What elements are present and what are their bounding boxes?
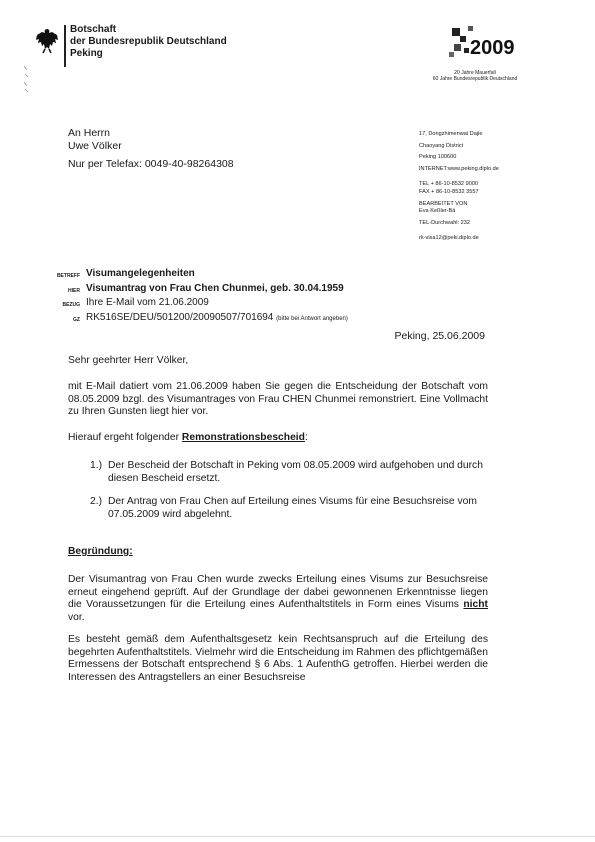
gz-value: RK516SE/DEU/501200/20090507/701694 <box>86 311 274 323</box>
p2-suffix: : <box>304 432 308 443</box>
list-item <box>90 460 490 485</box>
p3-bold: nicht <box>463 599 488 610</box>
betreff-label: BETREFF <box>56 273 80 279</box>
recipient-address <box>68 127 122 153</box>
anniversary-caption <box>420 70 530 82</box>
sender-address1: 17, Dongzhimenwai Dajie <box>419 131 483 137</box>
embassy-line1: Botschaft <box>70 24 117 35</box>
p3-text-a: Der Visumantrag von Frau Chen wurde zwecks Erteilung eines Visums zur Besuchsreise erneut eingehend geprüft. Auf der Grundlage der dabei gewonnenen Erkenntnisse liegen die Voraussetzungen für die Erteilung eines Aufenthaltstitels in Form eines Visums <box>68 574 488 610</box>
sender-info <box>419 131 499 243</box>
recipient-fax: Nur per Telefax: 0049-40-98264308 <box>68 158 234 170</box>
sender-durchwahl: TEL-Durchwahl: 232 <box>419 219 470 226</box>
anniversary-logo-icon <box>446 18 515 70</box>
recipient-name: Uwe Völker <box>68 140 122 152</box>
hier-value: Visumantrag von Frau Chen Chunmei, geb. 30.04.1959 <box>86 282 344 294</box>
list-item-number: 2.) <box>90 496 103 507</box>
section-heading: Begründung: <box>68 546 133 557</box>
embassy-line3: Peking <box>70 48 103 59</box>
salutation: Sehr geehrter Herr Völker, <box>68 355 189 366</box>
logo-year: 2009 <box>470 37 515 59</box>
paragraph-2 <box>68 432 488 445</box>
paragraph-1: mit E-Mail datiert vom 21.06.2009 haben Sie gegen die Entscheidung der Botschaft vom 08.05.2009 bzgl. des Visumantrages von Frau CHEN Chunmei remonstriert. Eine Vollmacht zu Ihren Gunsten liegt hier vor. <box>68 381 488 417</box>
bezug-value: Ihre E-Mail vom 21.06.2009 <box>86 297 209 308</box>
paragraph-4: Es besteht gemäß dem Aufenthaltsgesetz kein Rechtsanspruch auf die Erteilung des begehrten Aufenthaltstitels. Vielmehr wird die Entscheidung im Rahmen des pflichtgemäßen Ermessens der Botschaft entsprechend § 6 Abs. 1 AufenthG getroffen. Hierbei werden die Interessen des Antragstellers an einer Besuchsreise <box>68 634 488 683</box>
sender-internet: INTERNET:www.peking.diplo.de <box>419 165 499 172</box>
sender-fax: FAX + 86-10-8532 3557 <box>419 188 479 195</box>
reference-block <box>40 268 348 326</box>
gz-label: GZ <box>73 316 80 323</box>
paragraph-3 <box>68 574 488 624</box>
page-edge <box>0 836 595 837</box>
list-item-text: Der Bescheid der Botschaft in Peking vom 08.05.2009 wird aufgehoben und durch diesen Bescheid ersetzt. <box>108 460 483 484</box>
p2-bold: Remonstrationsbescheid <box>181 432 305 443</box>
recipient-line1: An Herrn <box>68 127 111 139</box>
p2-prefix: Hierauf ergeht folgender <box>68 432 182 443</box>
anniv-line1: 20 Jahre Mauerfall <box>454 70 496 76</box>
hier-label: HIER <box>68 287 80 294</box>
gz-note: (bitte bei Antwort angeben) <box>276 315 348 322</box>
anniv-line2: 60 Jahre Bundesrepublik Deutschland <box>432 76 518 82</box>
list-item-number: 1.) <box>90 460 103 471</box>
betreff-value: Visumangelegenheiten <box>86 268 195 279</box>
embassy-name <box>70 24 227 60</box>
list-item-text: Der Antrag von Frau Chen auf Erteilung eines Visums für eine Besuchsreise vom 07.05.2009 wird abgelehnt. <box>108 496 477 520</box>
federal-eagle-icon <box>34 26 60 56</box>
bezug-label: BEZUG <box>62 302 80 308</box>
sender-address3: Peking 100600 <box>419 154 457 161</box>
sender-bearbeitet-name: Eva Keßler-Bä <box>419 208 456 215</box>
embassy-line2: der Bundesrepublik Deutschland <box>70 36 227 47</box>
list-item <box>90 496 490 521</box>
sender-email: rk-visa12@peki.diplo.de <box>419 235 479 242</box>
scan-mark-icon <box>22 64 30 94</box>
letter-date: Peking, 25.06.2009 <box>394 330 485 342</box>
sender-address2: Chaoyang District <box>419 142 464 149</box>
sender-tel: TEL + 86-10-8532 9000 <box>419 181 479 188</box>
header-divider <box>64 25 66 67</box>
sender-bearbeitet-label: BEARBEITET VON <box>419 200 468 207</box>
p3-text-b: vor. <box>68 611 85 623</box>
